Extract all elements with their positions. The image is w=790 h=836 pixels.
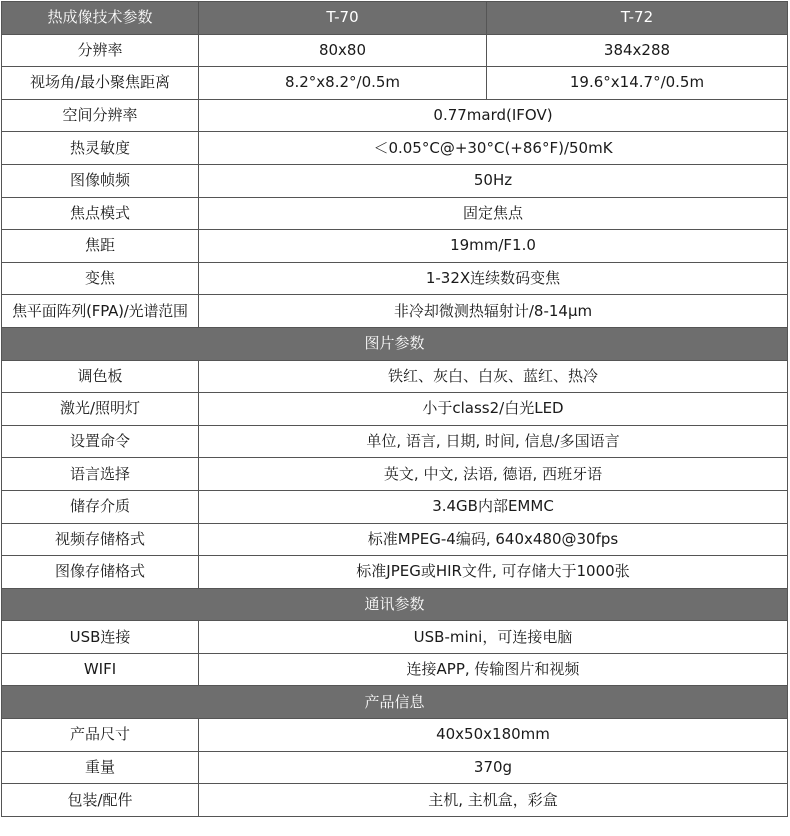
row-value-language: 英文, 中文, 法语, 德语, 西班牙语 xyxy=(199,458,788,491)
row-label-usb: USB连接 xyxy=(2,621,199,654)
row-label-framerate: 图像帧频 xyxy=(2,164,199,197)
table-row xyxy=(2,262,788,295)
section-header-comm xyxy=(2,588,788,621)
row-label-focus-mode: 焦点模式 xyxy=(2,197,199,230)
table-row xyxy=(2,197,788,230)
table-row xyxy=(2,425,788,458)
row-value-weight: 370g xyxy=(199,751,788,784)
section-title-product: 产品信息 xyxy=(364,692,425,711)
table-row xyxy=(2,164,788,197)
row-value-usb: USB-mini，可连接电脑 xyxy=(199,621,788,654)
row-label-storage: 储存介质 xyxy=(2,490,199,523)
row-label-image-format: 图像存储格式 xyxy=(2,556,199,589)
table-row xyxy=(2,751,788,784)
table-row xyxy=(2,99,788,132)
row-value-focal-length: 19mm/F1.0 xyxy=(199,230,788,263)
header-title: 热成像技术参数 xyxy=(2,2,199,35)
row-value-video-format: 标准MPEG-4编码, 640x480@30fps xyxy=(199,523,788,556)
row-value-fov-t70: 8.2°x8.2°/0.5m xyxy=(199,67,487,100)
table-row xyxy=(2,132,788,165)
row-label-package: 包装/配件 xyxy=(2,784,199,817)
row-label-zoom: 变焦 xyxy=(2,262,199,295)
row-label-fov: 视场角/最小聚焦距离 xyxy=(2,67,199,100)
row-value-resolution-t72: 384x288 xyxy=(487,34,788,67)
row-value-spatial: 0.77mard(IFOV) xyxy=(199,99,788,132)
table-row xyxy=(2,784,788,817)
table-row xyxy=(2,621,788,654)
row-value-package: 主机, 主机盒，彩盒 xyxy=(199,784,788,817)
header-model-t70: T-70 xyxy=(199,2,487,35)
row-label-language: 语言选择 xyxy=(2,458,199,491)
row-value-fov-t72: 19.6°x14.7°/0.5m xyxy=(487,67,788,100)
table-row xyxy=(2,719,788,752)
row-label-fpa: 焦平面阵列(FPA)/光谱范围 xyxy=(2,295,199,328)
row-value-image-format: 标准JPEG或HIR文件, 可存储大于1000张 xyxy=(199,556,788,589)
row-label-video-format: 视频存储格式 xyxy=(2,523,199,556)
row-value-palette: 铁红、灰白、白灰、蓝红、热冷 xyxy=(199,360,788,393)
row-value-fpa: 非冷却微测热辐射计/8-14μm xyxy=(199,295,788,328)
table-row xyxy=(2,458,788,491)
row-value-focus-mode: 固定焦点 xyxy=(199,197,788,230)
row-value-storage: 3.4GB内部EMMC xyxy=(199,490,788,523)
row-label-sensitivity: 热灵敏度 xyxy=(2,132,199,165)
table-row xyxy=(2,393,788,426)
row-value-sensitivity: ＜0.05°C@+30°C(+86°F)/50mK xyxy=(199,132,788,165)
table-header-row xyxy=(2,2,788,35)
table-row xyxy=(2,523,788,556)
spec-table xyxy=(1,1,788,817)
row-value-framerate: 50Hz xyxy=(199,164,788,197)
table-row xyxy=(2,360,788,393)
table-row xyxy=(2,67,788,100)
table-row xyxy=(2,556,788,589)
row-label-wifi: WIFI xyxy=(2,653,199,686)
table-row xyxy=(2,490,788,523)
row-label-weight: 重量 xyxy=(2,751,199,784)
table-row xyxy=(2,230,788,263)
row-label-focal-length: 焦距 xyxy=(2,230,199,263)
table-row xyxy=(2,653,788,686)
row-label-resolution: 分辨率 xyxy=(2,34,199,67)
section-title-image: 图片参数 xyxy=(364,334,425,353)
table-row xyxy=(2,34,788,67)
row-label-laser: 激光/照明灯 xyxy=(2,393,199,426)
row-label-palette: 调色板 xyxy=(2,360,199,393)
row-label-spatial: 空间分辨率 xyxy=(2,99,199,132)
row-value-settings: 单位, 语言, 日期, 时间, 信息/多国语言 xyxy=(199,425,788,458)
row-value-resolution-t70: 80x80 xyxy=(199,34,487,67)
row-label-size: 产品尺寸 xyxy=(2,719,199,752)
row-label-settings: 设置命令 xyxy=(2,425,199,458)
header-model-t72: T-72 xyxy=(487,2,788,35)
section-header-product xyxy=(2,686,788,719)
row-value-wifi: 连接APP, 传输图片和视频 xyxy=(199,653,788,686)
row-value-laser: 小于class2/白光LED xyxy=(199,393,788,426)
row-value-size: 40x50x180mm xyxy=(199,719,788,752)
section-title-comm: 通讯参数 xyxy=(364,594,425,613)
section-header-image xyxy=(2,327,788,360)
table-row xyxy=(2,295,788,328)
row-value-zoom: 1-32X连续数码变焦 xyxy=(199,262,788,295)
